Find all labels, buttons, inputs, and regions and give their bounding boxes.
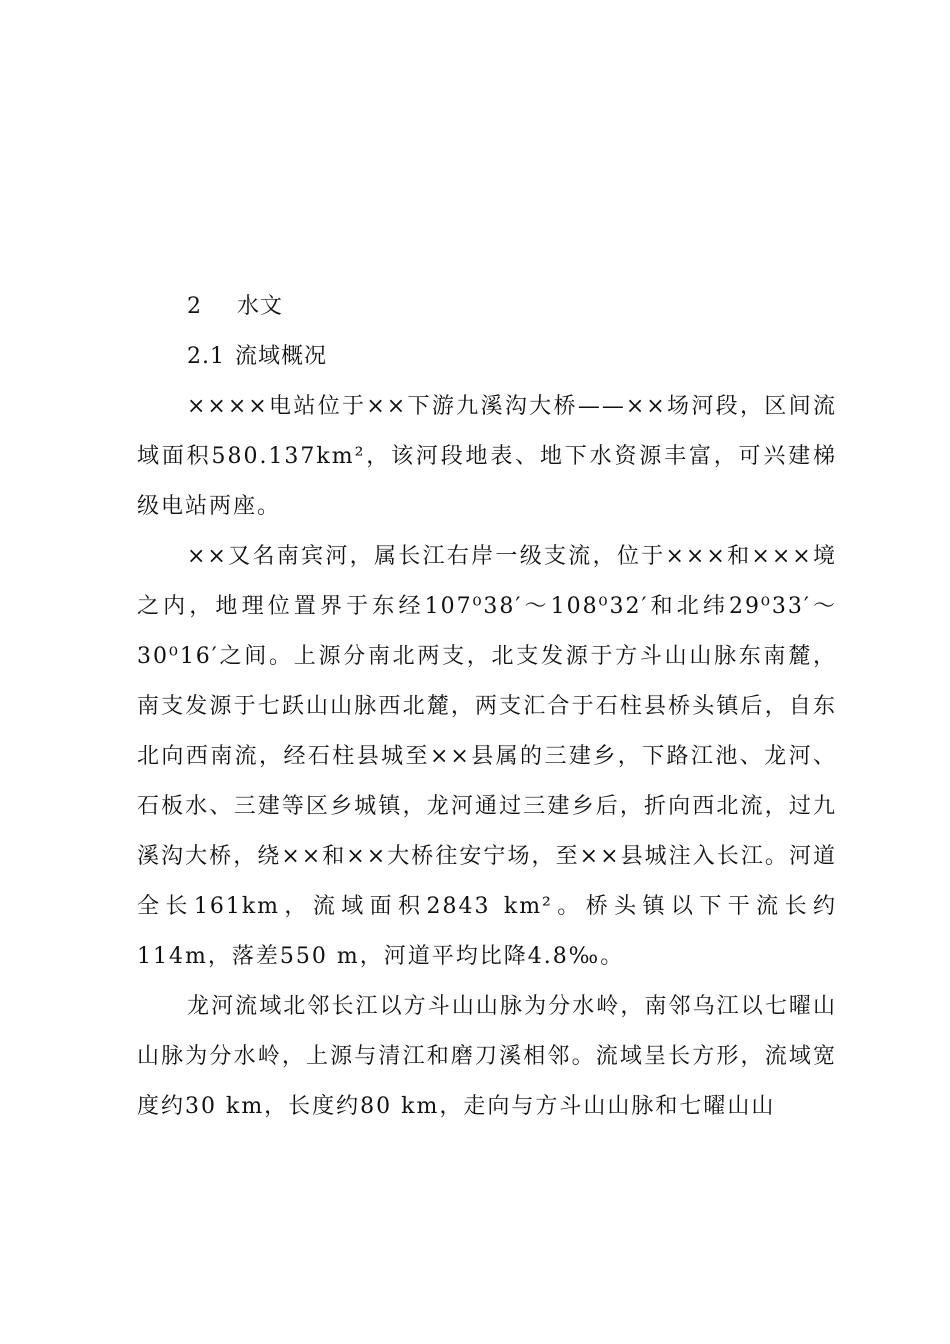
subsection-title: 流域概况 bbox=[235, 344, 328, 369]
paragraph-basin-boundaries: 龙河流域北邻长江以方斗山山脉为分水岭，南邻乌江以七曜山山脉为分水岭，上源与清江和磨刀溪相邻。流域呈长方形，流域宽度约30 km，长度约80 km，走向与方斗山山脉和七曜山山 bbox=[137, 994, 837, 1119]
subsection-number: 2.1 bbox=[187, 344, 225, 369]
section-number: 2 bbox=[187, 294, 202, 319]
subsection-heading bbox=[137, 332, 837, 382]
section-title: 水文 bbox=[237, 294, 284, 319]
document-body bbox=[137, 282, 837, 1132]
paragraph-station-location: ××××电站位于××下游九溪沟大桥——××场河段，区间流域面积580.137km²，该河段地表、地下水资源丰富，可兴建梯级电站两座。 bbox=[137, 394, 837, 519]
section-heading bbox=[137, 282, 837, 332]
paragraph-river-description: ××又名南宾河，属长江右岸一级支流，位于×××和×××境之内，地理位置界于东经107⁰38′～108⁰32′和北纬29⁰33′～30⁰16′之间。上源分南北两支，北支发源于方斗山山脉东南麓，南支发源于七跃山山脉西北麓，两支汇合于石柱县桥头镇后，自东北向西南流，经石柱县城至××县属的三建乡，下路江池、龙河、石板水、三建等区乡城镇，龙河通过三建乡后，折向西北流，过九溪沟大桥，绕××和××大桥往安宁场，至××县城注入长江。河道全长161km，流域面积2843 km²。桥头镇以下干流长约114m，落差550 m，河道平均比降4.8‰。 bbox=[137, 544, 837, 969]
